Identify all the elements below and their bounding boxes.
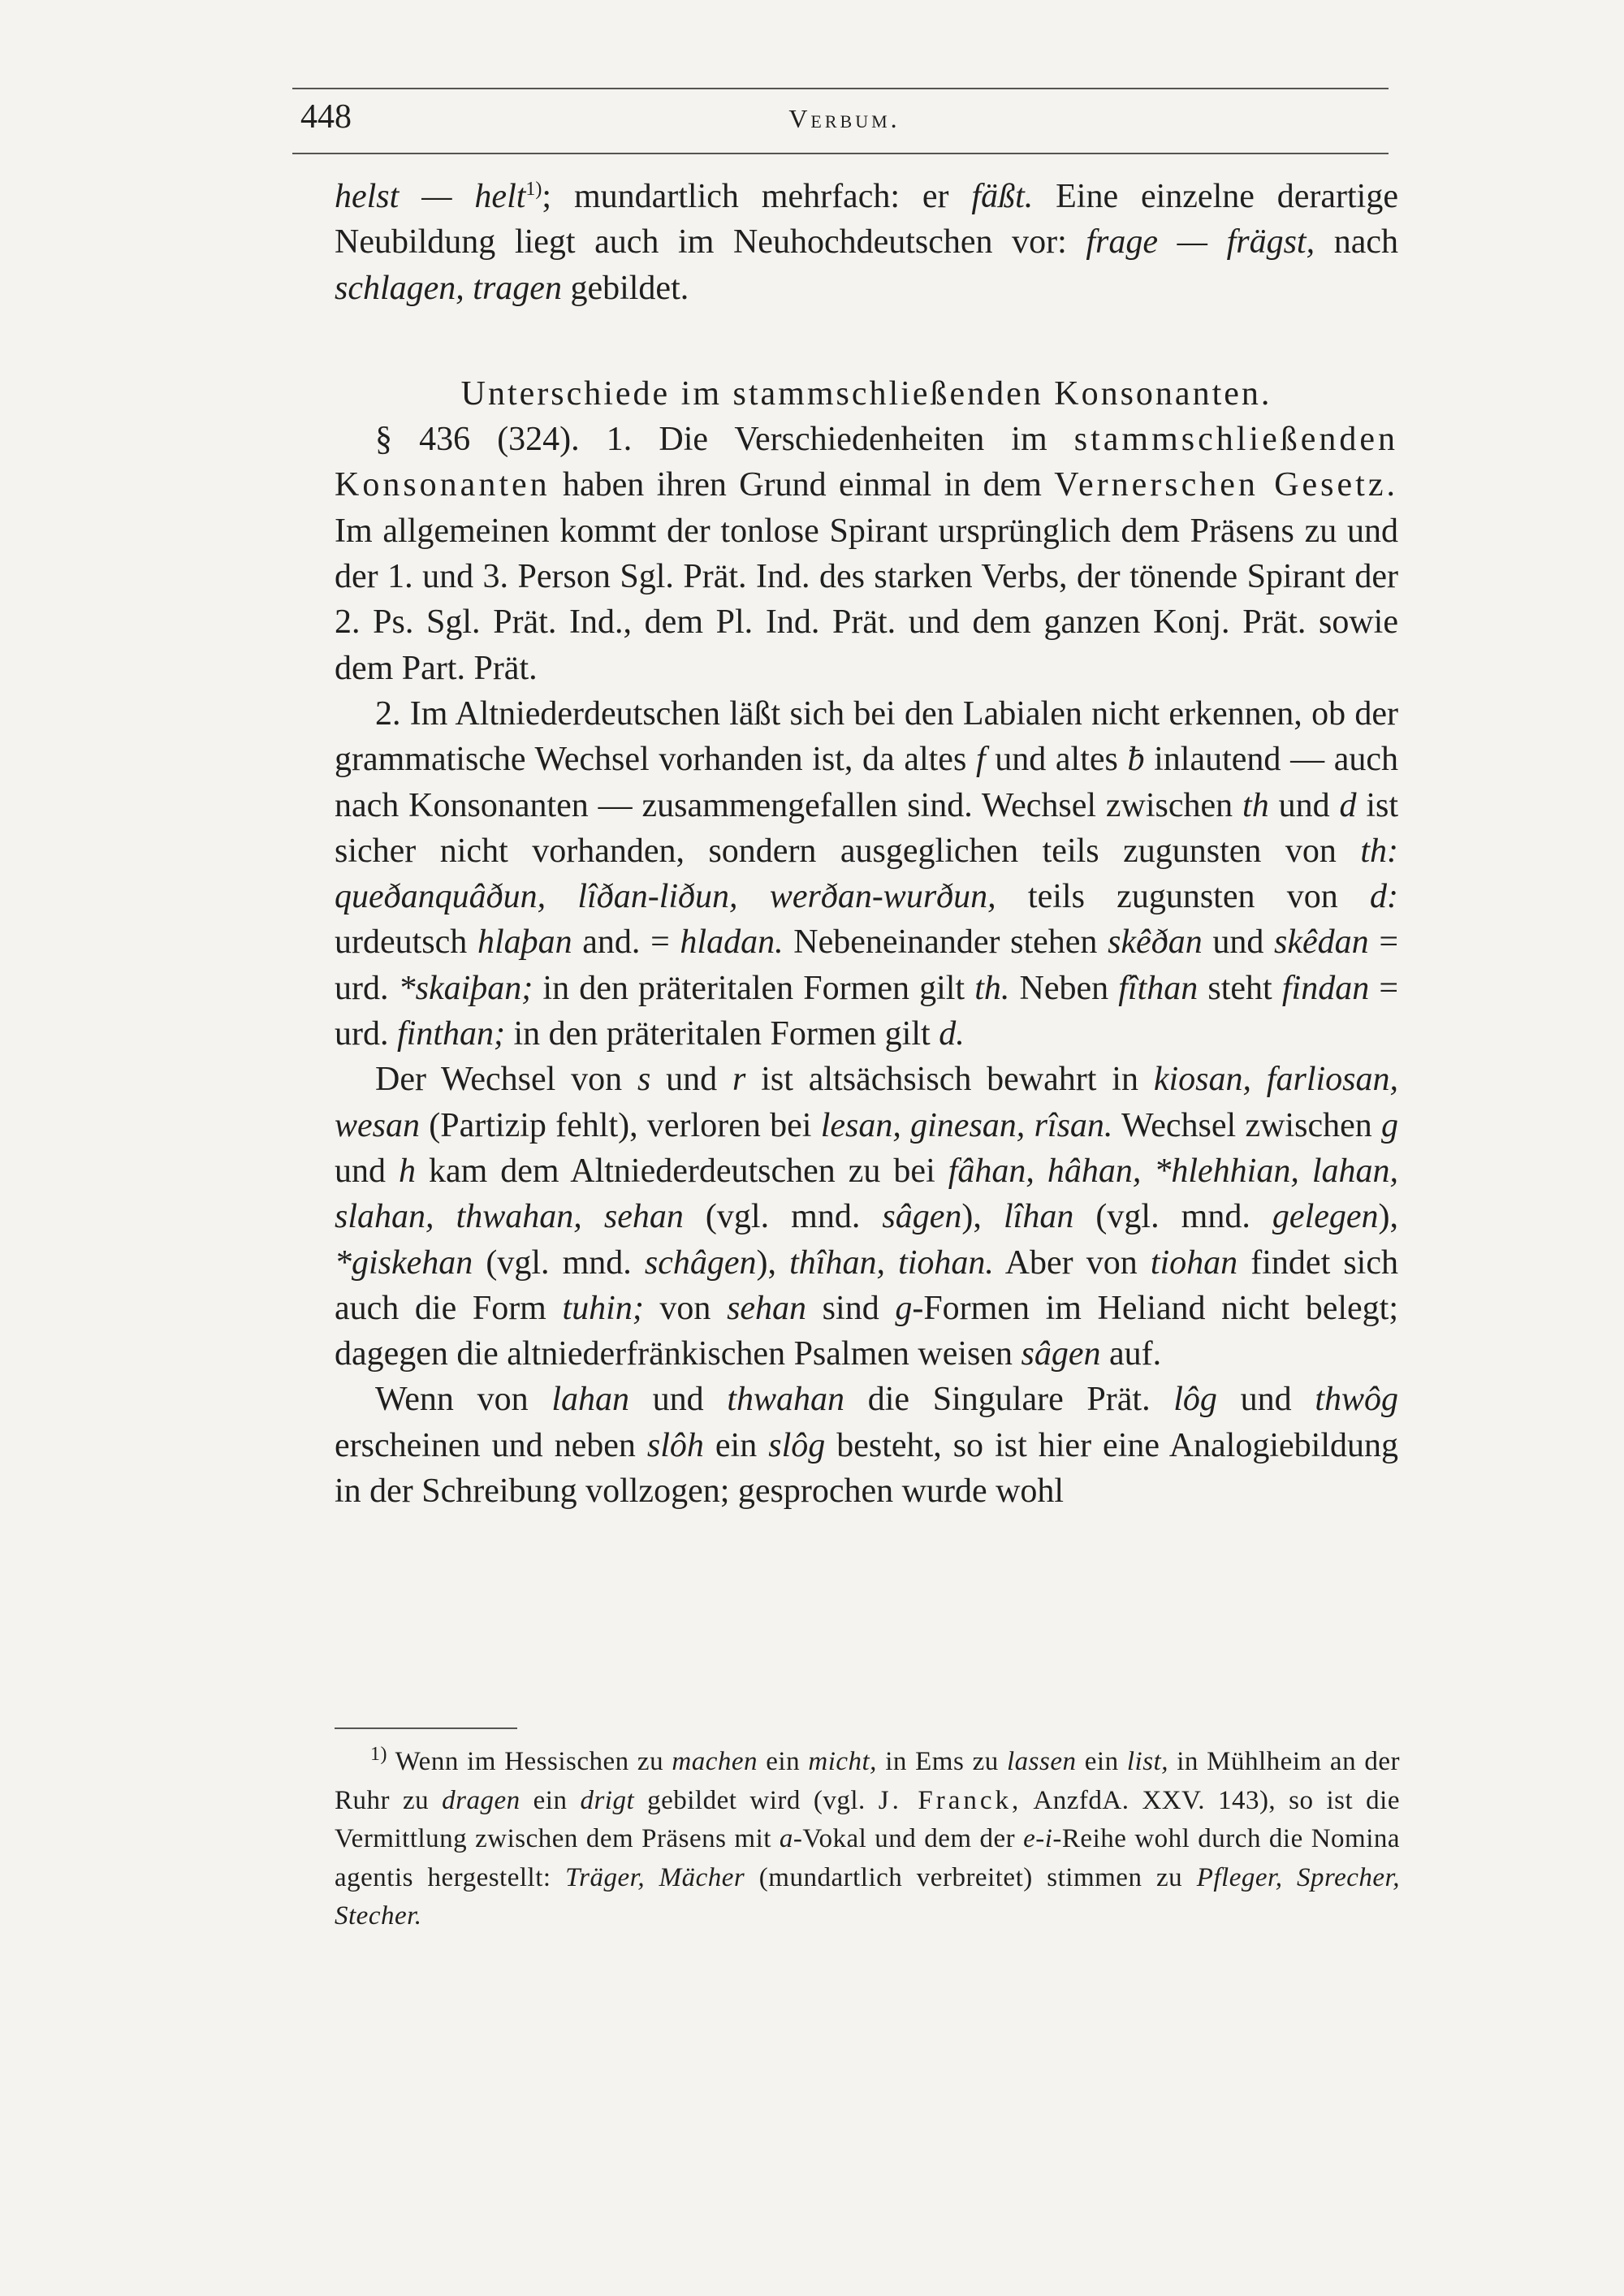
header-bottom-rule [292,153,1389,154]
text-run: auf. [1100,1335,1162,1373]
text-run: ), [1378,1198,1399,1236]
text-run: ; mundartlich mehrfach: er [542,178,972,215]
text-run: -Formen im Heliand nicht belegt; dagegen die altniederfränkischen Psalmen weisen [335,1289,1399,1373]
text-run: ein [520,1785,581,1815]
italic-run: g [1381,1106,1398,1144]
text-run: teils zugunsten von [996,878,1370,916]
italic-run: drigt [580,1785,635,1815]
text-run: urdeutsch [335,923,477,962]
italic-run: sâgen [1021,1335,1101,1373]
spaced-run: stammschließenden Konsonanten [335,421,1398,504]
paragraph [335,1057,1398,1377]
text-run: and. = [572,923,680,962]
text-run: inlautend — auch nach Konsonanten — zusammengefallen sind. Wechsel zwischen [335,741,1398,824]
text-run: ein [1076,1747,1127,1776]
footnote-ref: 1) [525,179,542,200]
paragraph [335,1377,1398,1514]
text-run: AnzfdA. XXV. 143), so ist die Vermittlung zwischen dem Präsens mit [335,1785,1400,1853]
paragraph [335,691,1398,1057]
main-text [335,174,1398,1514]
italic-run: skêdan [1274,923,1369,962]
text-run: Wechsel zwischen [1112,1106,1381,1144]
italic-run: hlaþan [477,923,572,962]
text-run: findet sich auch die Form [335,1243,1398,1327]
text-run: von [643,1289,728,1327]
text-run: in den präteritalen Formen gilt [505,1015,939,1053]
text-run: und [1216,1381,1315,1419]
text-run: = urd. [335,923,1398,1007]
text-run: Wenn von [375,1381,552,1419]
italic-run: f [975,741,986,779]
italic-run: skêðan [1108,923,1203,962]
italic-run: th. [974,969,1010,1007]
italic-run: s [637,1061,651,1099]
italic-run: thwahan [727,1381,845,1419]
text-run: (vgl. mnd. [683,1198,883,1236]
italic-run: fîthan [1118,969,1199,1007]
text-run: (vgl. mnd. [473,1243,645,1282]
italic-run: th: queðanquâðun, lîðan-liðun, werðan-wurðun, [335,832,1398,916]
text-run: = urd. [335,969,1399,1053]
text-run: und altes [985,741,1128,779]
footnote [335,1743,1400,1936]
italic-run: gelegen [1272,1198,1379,1236]
text-run: und [335,1152,399,1190]
italic-run: g [895,1289,913,1327]
italic-run: machen [672,1747,758,1776]
paragraph [335,174,1398,311]
text-run: ist altsächsisch bewahrt in [745,1061,1154,1099]
italic-run: dragen [442,1785,520,1815]
text-run: (mundartlich verbreitet) stimmen zu [745,1862,1197,1892]
running-head: Verbum. [788,104,901,133]
text-run: und [1202,923,1275,962]
italic-run: ƀ [1127,741,1145,779]
italic-run: helst — helt [335,178,526,215]
text-run: ist sicher nicht vorhanden, sondern ausgeglichen teils zugunsten von [335,786,1398,870]
text-run: gebildet wird (vgl. [634,1785,879,1815]
text-run: erscheinen und neben [335,1426,647,1464]
text-run: (vgl. mnd. [1073,1198,1272,1236]
text-run: in Mühlheim an der Ruhr zu [335,1747,1400,1815]
italic-run: d [1339,786,1357,824]
text-run: ein [703,1426,769,1464]
text-run: (Partizip fehlt), verloren bei [420,1106,821,1144]
italic-run: thwôg [1315,1381,1399,1419]
italic-run: *giskehan [335,1243,473,1282]
footnote-rule [335,1727,517,1729]
spaced-run: Vernerschen Gesetz. [1054,466,1398,504]
text-run: in Ems zu [876,1747,1007,1776]
section-spacer [335,311,1398,371]
italic-run: list, [1126,1747,1168,1776]
text-run: ein [758,1747,809,1776]
text-run: sind [806,1289,896,1327]
text-run: -Vokal und dem der [793,1824,1024,1853]
italic-run: lesan, ginesan, rîsan. [820,1106,1113,1144]
italic-run: hladan. [680,923,784,962]
italic-run: Pfleger, Sprecher, Stecher. [335,1862,1400,1931]
text-run: steht [1198,969,1282,1007]
text-run: Der Wechsel von [375,1061,637,1099]
italic-run: fâhan, hâhan, *hlehhian, lahan, slahan, thwahan, sehan [335,1152,1398,1236]
paragraph [335,417,1398,691]
italic-run: h [399,1152,416,1190]
text-run: Neben [1009,969,1119,1007]
italic-run: tuhin; [562,1289,644,1327]
text-run: Nebeneinander stehen [783,923,1108,962]
text-run: ), [961,1198,1004,1236]
text-run: und [628,1381,728,1419]
italic-run: Träger, Mächer [565,1862,745,1892]
italic-run: sâgen [882,1198,962,1236]
italic-run: thîhan, tiohan. [789,1243,994,1282]
italic-run: schlagen, tragen [335,269,562,307]
italic-run: d: [1370,878,1398,916]
footnote-text [335,1743,1400,1936]
text-run: in den präteritalen Formen gilt [533,969,975,1007]
text-run: besteht, so ist hier eine Analogiebildung in der Schreibung vollzogen; gesprochen wurde wohl [335,1426,1398,1511]
text-run: Aber von [993,1243,1151,1282]
text-run: die Singulare Prät. [844,1381,1174,1419]
italic-run: sehan [727,1289,807,1327]
italic-run: *skaiþan; [398,969,533,1007]
italic-run: fäßt. [971,178,1034,215]
spaced-run: J. Franck, [878,1785,1022,1815]
italic-run: lassen [1007,1747,1077,1776]
text-run: Wenn im Hessischen zu [387,1747,672,1776]
italic-run: th [1242,786,1269,824]
section-heading: Unterschiede im stammschließenden Konsonanten. [460,374,1272,413]
italic-run: micht, [808,1747,877,1776]
text-run: kam dem Altniederdeutschen zu bei [416,1152,948,1190]
italic-run: slôh [646,1426,704,1464]
italic-run: slôg [768,1426,826,1464]
italic-run: frage — frägst, [1086,223,1315,262]
italic-run: e-i [1023,1824,1053,1853]
text-run: gebildet. [561,269,689,307]
italic-run: findan [1281,969,1370,1007]
text-run: 2. Im Altniederdeutschen läßt sich bei den Labialen nicht erkennen, ob der grammatische Wechsel vorhanden ist, da altes [335,694,1398,779]
text-run: -Reihe wohl durch die Nomina agentis hergestellt: [335,1824,1401,1892]
italic-run: lôg [1173,1381,1217,1419]
text-run: § 436 (324). 1. Die Verschiedenheiten im [375,421,1074,459]
italic-run: lahan [551,1381,629,1419]
italic-run: tiohan [1150,1243,1238,1282]
italic-run: kiosan, farliosan, wesan [335,1061,1399,1144]
footnote-ref: 1) [370,1744,387,1765]
text-run: haben ihren Grund einmal in dem [550,466,1055,504]
italic-run: r [732,1061,746,1099]
text-run: und [650,1061,732,1099]
italic-run: schâgen [644,1243,757,1282]
text-run: Eine einzelne derartige Neubildung liegt auch im Neuhochdeutschen vor: [335,178,1398,262]
italic-run: a [779,1824,793,1853]
page-header [300,97,1389,146]
text-run: Im allgemeinen kommt der tonlose Spirant ursprünglich dem Präsens zu und der 1. und 3. Person Sgl. Prät. Ind. des starken Verbs, der tönende Spirant der 2. Ps. Sgl. Prät. Ind., dem Pl. Ind. Prät. und dem ganzen Konj. Prät. sowie dem Part. Prät. [335,512,1398,687]
italic-run: finthan; [397,1015,505,1053]
text-run: ), [756,1243,790,1282]
italic-run: lîhan [1004,1198,1074,1236]
text-run: nach [1315,223,1398,262]
text-run: und [1268,786,1340,824]
header-top-rule [292,88,1389,89]
italic-run: d. [939,1015,965,1053]
page-number: 448 [300,98,352,136]
